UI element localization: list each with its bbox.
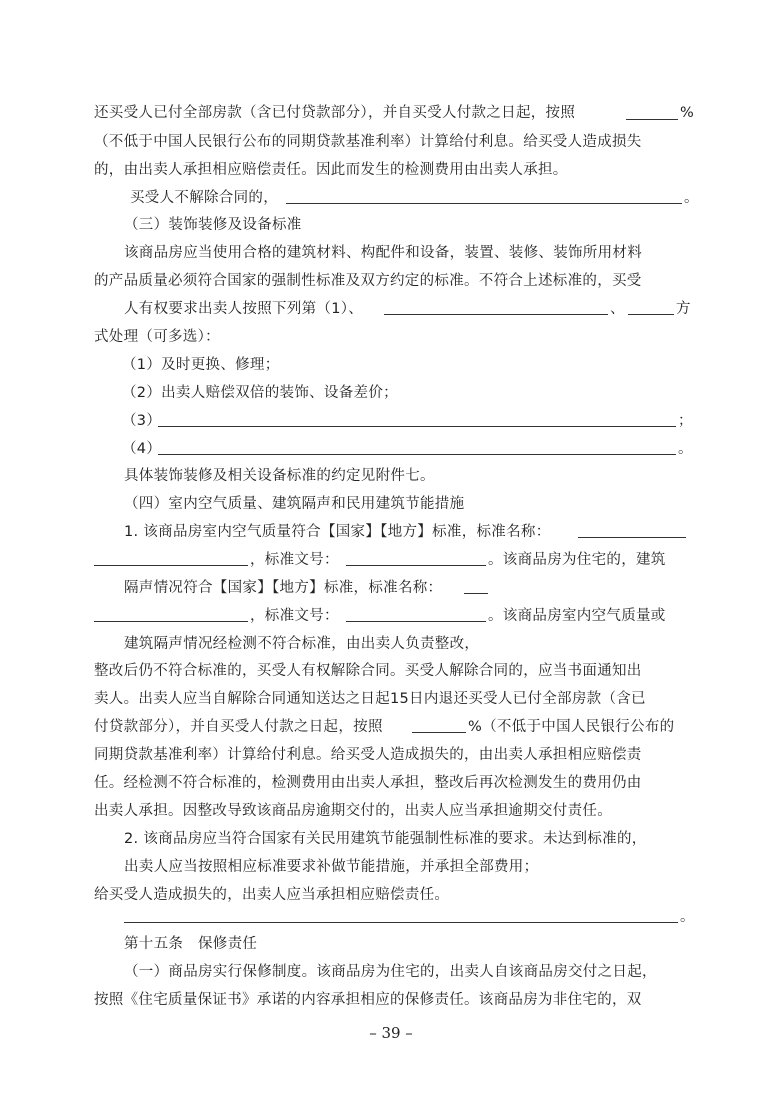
- text-line: 整改后仍不符合标准的，买受人有权解除合同。买受人解除合同的，应当书面通知出: [94, 663, 642, 679]
- text-line: 。: [678, 441, 693, 457]
- blank-line: [286, 203, 682, 204]
- text-line: 1. 该商品房室内空气质量符合【国家】【地方】标准，标准名称：: [124, 524, 551, 540]
- text-line: 、: [610, 301, 625, 317]
- blank-line: [158, 426, 676, 427]
- list-item: （3）: [122, 413, 162, 429]
- blank-percent: [412, 732, 466, 733]
- text-line: %: [680, 105, 695, 121]
- section-heading: （四）室内空气质量、建筑隔声和民用建筑节能措施: [124, 496, 465, 512]
- text-line: ，标准文号：: [250, 552, 339, 568]
- blank-line: [628, 314, 674, 315]
- text-line: 出卖人应当按照相应标准要求补做节能措施，并承担全部费用；: [124, 859, 539, 875]
- blank-line: [94, 565, 248, 566]
- blank-line: [94, 621, 248, 622]
- text-line: 该商品房应当使用合格的建筑材料、构配件和设备，装置、装修、装饰所用材料: [124, 245, 642, 261]
- text-line: 人有权要求出卖人按照下列第（1）、: [124, 301, 364, 317]
- blank-line: [464, 593, 488, 594]
- text-line: 式处理（可多选）：: [94, 329, 220, 345]
- section-heading: （三）装饰装修及设备标准: [124, 217, 302, 233]
- blank-line: [384, 314, 608, 315]
- text-line: 还买受人已付全部房款（含已付贷款部分），并自买受人付款之日起，按照: [94, 105, 576, 121]
- text-line: 的产品质量必须符合国家的强制性标准及双方约定的标准。不符合上述标准的，买受: [94, 273, 642, 289]
- text-line: ，标准文号：: [250, 608, 339, 624]
- blank-percent: [626, 119, 678, 120]
- text-line: 具体装饰装修及相关设备标准的约定见附件七。: [124, 468, 435, 484]
- text-line: （不低于中国人民银行公布的同期贷款基准利率）计算给付利息。给买受人造成损失: [94, 134, 642, 150]
- article-heading: 第十五条 保修责任: [124, 936, 258, 952]
- text-line: 建筑隔声情况经检测不符合标准，由出卖人负责整改，: [124, 636, 480, 652]
- text-line: 卖人。出卖人应当自解除合同通知送达之日起15日内退还买受人已付全部房款（含已: [94, 691, 646, 707]
- text-line: ；: [678, 413, 693, 429]
- list-item: （4）: [122, 441, 162, 457]
- text-line: 付贷款部分），并自买受人付款之日起，按照: [94, 719, 383, 735]
- text-line: 出卖人承担。因整改导致该商品房逾期交付的，出卖人应当承担逾期交付责任。: [94, 803, 612, 819]
- page-number: – 39 –: [369, 1024, 413, 1042]
- text-line: 给买受人造成损失的，出卖人应当承担相应赔偿责任。: [94, 887, 450, 903]
- blank-line: [346, 621, 486, 622]
- blank-line: [578, 537, 686, 538]
- blank-line: [124, 922, 678, 923]
- text-line: 的，由出卖人承担相应赔偿责任。因此而发生的检测费用由出卖人承担。: [94, 162, 568, 178]
- text-line: 。: [684, 190, 699, 206]
- text-line: 。该商品房为住宅的，建筑: [488, 552, 666, 568]
- text-line: 隔声情况符合【国家】【地方】标准，标准名称：: [124, 580, 443, 596]
- text-line: 同期贷款基准利率）计算给付利息。给买受人造成损失的，由出卖人承担相应赔偿责: [94, 747, 642, 763]
- text-line: %（不低于中国人民银行公布的: [468, 719, 675, 735]
- blank-line: [158, 454, 676, 455]
- text-line: 。该商品房室内空气质量或: [488, 608, 666, 624]
- text-line: 任。经检测不符合标准的，检测费用由出卖人承担，整改后再次检测发生的费用仍由: [94, 775, 642, 791]
- blank-line: [346, 565, 486, 566]
- list-item: （2）出卖人赔偿双倍的装饰、设备差价；: [122, 385, 398, 401]
- text-line: 2. 该商品房应当符合国家有关民用建筑节能强制性标准的要求。未达到标准的，: [124, 831, 647, 847]
- text-line: （一）商品房实行保修制度。该商品房为住宅的，出卖人自该商品房交付之日起，: [124, 964, 657, 980]
- text-line: 。: [680, 909, 695, 925]
- list-item: （1）及时更换、修理；: [122, 357, 280, 373]
- text-line: 按照《住宅质量保证书》承诺的内容承担相应的保修责任。该商品房为非住宅的，双: [94, 992, 642, 1008]
- text-line: 方: [676, 301, 691, 317]
- text-line: 买受人不解除合同的，: [130, 190, 278, 206]
